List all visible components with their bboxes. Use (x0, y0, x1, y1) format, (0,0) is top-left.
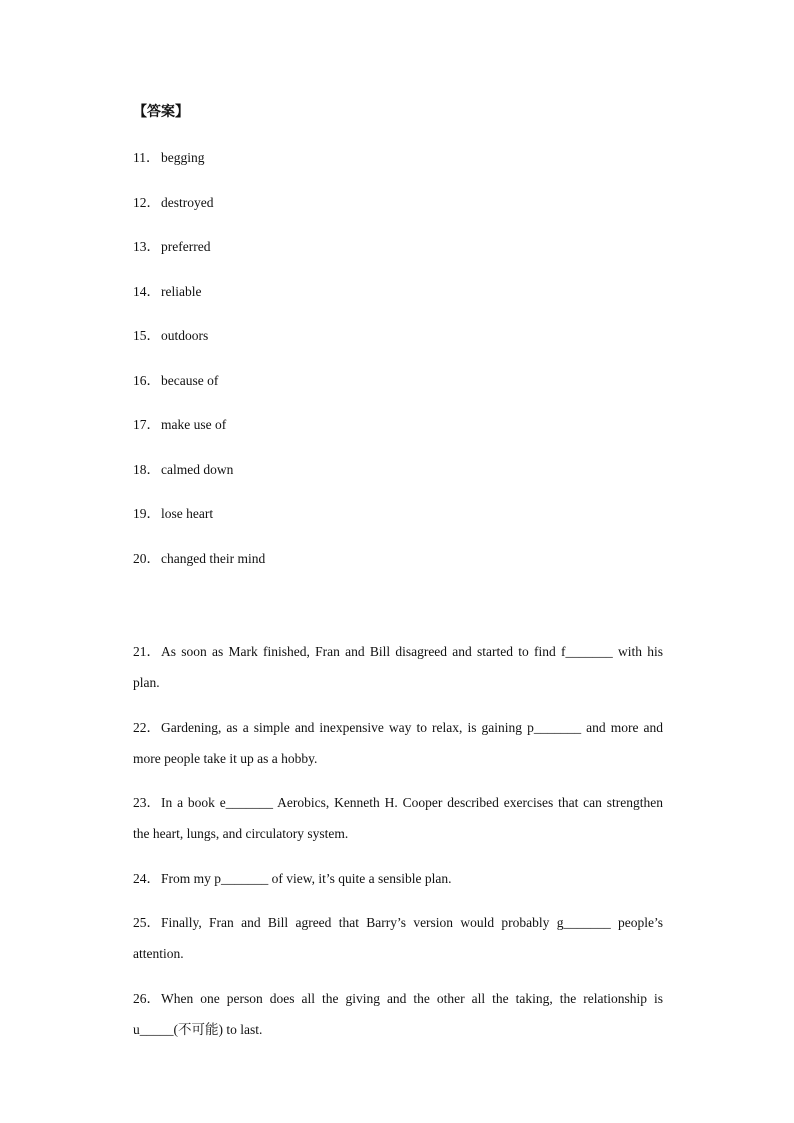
question-item (133, 907, 663, 969)
answer-number: 17． (133, 417, 160, 432)
answer-item (133, 193, 265, 238)
answer-heading: 【答案】 (133, 105, 189, 120)
answer-text: changed their mind (161, 550, 266, 566)
answer-text: begging (161, 150, 205, 165)
question-number: 23． (133, 795, 160, 810)
question-number: 22． (133, 719, 160, 735)
answer-text: preferred (161, 239, 211, 254)
question-text: When one person does all the giving and the other all the taking, the relationship is u_____(不可能) to last. (133, 990, 663, 1037)
answer-text: destroyed (161, 194, 214, 210)
answer-item (133, 504, 265, 549)
question-number: 24． (133, 870, 160, 886)
answer-list (133, 148, 265, 593)
question-item (133, 863, 663, 894)
question-item (133, 787, 663, 849)
answer-number: 20． (133, 550, 160, 566)
answer-text: outdoors (161, 328, 209, 343)
question-item (133, 712, 663, 774)
answer-number: 11． (133, 150, 160, 165)
question-text: From my p_______ of view, it’s quite a sensible plan. (161, 870, 452, 886)
question-text: In a book e_______ Aerobics, Kenneth H. Cooper described exercises that can strengthen the heart, lungs, and circulatory system. (133, 795, 663, 841)
question-number: 21． (133, 644, 160, 659)
answer-number: 14． (133, 283, 160, 299)
answer-number: 15． (133, 328, 160, 343)
question-item (133, 983, 663, 1045)
answer-text: calmed down (161, 461, 234, 477)
answer-item (133, 460, 265, 505)
answer-item (133, 282, 265, 327)
answer-item (133, 549, 265, 594)
question-number: 25． (133, 915, 160, 930)
answer-item (133, 415, 265, 460)
question-text: As soon as Mark finished, Fran and Bill disagreed and started to find f_______ with his plan. (133, 644, 663, 690)
answer-item (133, 371, 265, 416)
answer-text: reliable (161, 283, 202, 299)
answer-item (133, 326, 265, 371)
answer-number: 12． (133, 194, 160, 210)
answer-number: 13． (133, 239, 160, 254)
question-item (133, 636, 663, 698)
question-text: Gardening, as a simple and inexpensive way to relax, is gaining p_______ and more and more people take it up as a hobby. (133, 719, 663, 766)
answer-text: make use of (161, 417, 227, 432)
answer-number: 16． (133, 372, 160, 388)
answer-item (133, 148, 265, 193)
answer-text: lose heart (161, 506, 214, 521)
question-text: Finally, Fran and Bill agreed that Barry’s version would probably g_______ people’s attention. (133, 915, 663, 961)
answer-number: 18． (133, 461, 160, 477)
question-list (133, 636, 663, 1045)
answer-number: 19． (133, 506, 160, 521)
question-number: 26． (133, 990, 160, 1006)
answer-text: because of (161, 372, 219, 388)
answer-item (133, 237, 265, 282)
